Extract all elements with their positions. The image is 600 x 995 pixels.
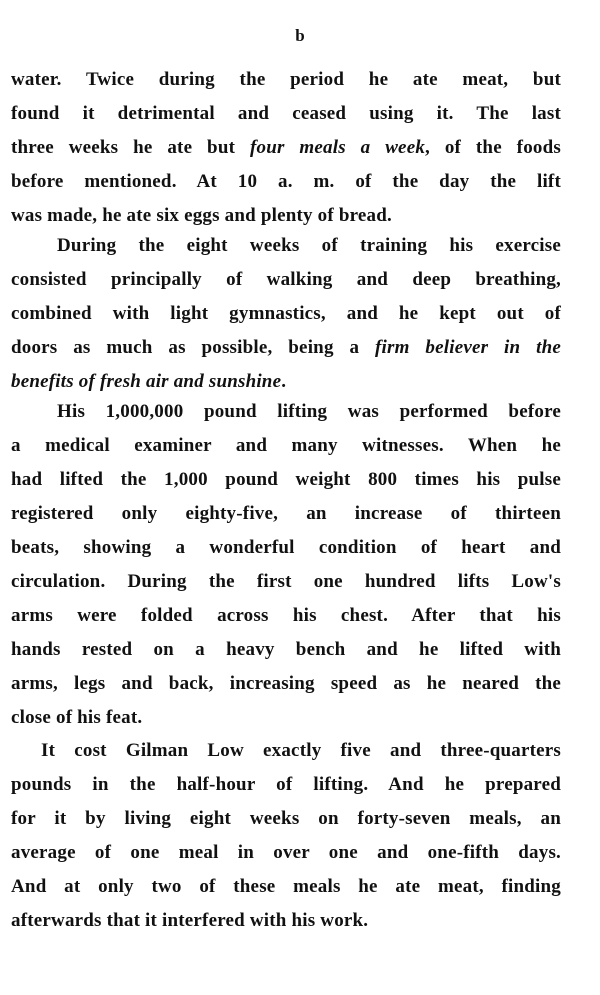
italic-text-segment: four meals a week xyxy=(249,137,426,158)
italic-text-segment: firm believer in the xyxy=(375,337,561,358)
text-line: It cost Gilman Low exactly five and three-quarters xyxy=(41,740,561,761)
text-line: water. Twice during the period he ate meat, but xyxy=(11,69,561,90)
text-line: circulation. During the first one hundred lifts Low's xyxy=(11,571,561,592)
text-line: found it detrimental and ceased using it. The last xyxy=(11,103,561,124)
text-line: And at only two of these meals he ate meat, finding xyxy=(11,876,561,897)
paragraph-4 xyxy=(11,734,561,938)
text-line: His 1,000,000 pound lifting was performed before xyxy=(57,401,561,422)
text-line: consisted principally of walking and deep breathing, xyxy=(11,269,561,290)
text-line: beats, showing a wonderful condition of heart and xyxy=(11,537,561,558)
text-line: was made, he ate six eggs and plenty of bread. xyxy=(11,205,392,226)
text-segment: . xyxy=(281,371,287,392)
paragraph-1 xyxy=(11,63,561,233)
page-number: b xyxy=(295,26,305,45)
italic-text-segment: benefits of fresh air and sunshine xyxy=(11,371,282,392)
text-line: arms were folded across his chest. After that his xyxy=(11,605,561,626)
text-line: During the eight weeks of training his exercise xyxy=(57,235,561,256)
paragraph-2 xyxy=(11,229,561,399)
text-line: combined with light gymnastics, and he kept out of xyxy=(11,303,561,324)
text-line: registered only eighty-five, an increase of thirteen xyxy=(11,503,561,524)
text-line xyxy=(11,331,561,365)
paragraph-3 xyxy=(11,395,561,735)
text-segment: , of the foods xyxy=(425,137,561,158)
text-line xyxy=(11,131,561,165)
text-line: before mentioned. At 10 a. m. of the day the lift xyxy=(11,171,561,192)
text-segment: doors as much as possible, being a xyxy=(11,337,376,358)
text-line: had lifted the 1,000 pound weight 800 times his pulse xyxy=(11,469,561,490)
text-line: close of his feat. xyxy=(11,707,143,728)
text-line: a medical examiner and many witnesses. When he xyxy=(11,435,561,456)
text-line: arms, legs and back, increasing speed as he neared the xyxy=(11,673,561,694)
text-line: average of one meal in over one and one-fifth days. xyxy=(11,842,561,863)
text-line: hands rested on a heavy bench and he lifted with xyxy=(11,639,561,660)
text-segment: three weeks he ate but xyxy=(11,137,250,158)
text-line xyxy=(11,365,561,399)
text-line: for it by living eight weeks on forty-seven meals, an xyxy=(11,808,561,829)
text-line: afterwards that it interfered with his work. xyxy=(11,910,369,931)
text-line: pounds in the half-hour of lifting. And he prepared xyxy=(11,774,561,795)
